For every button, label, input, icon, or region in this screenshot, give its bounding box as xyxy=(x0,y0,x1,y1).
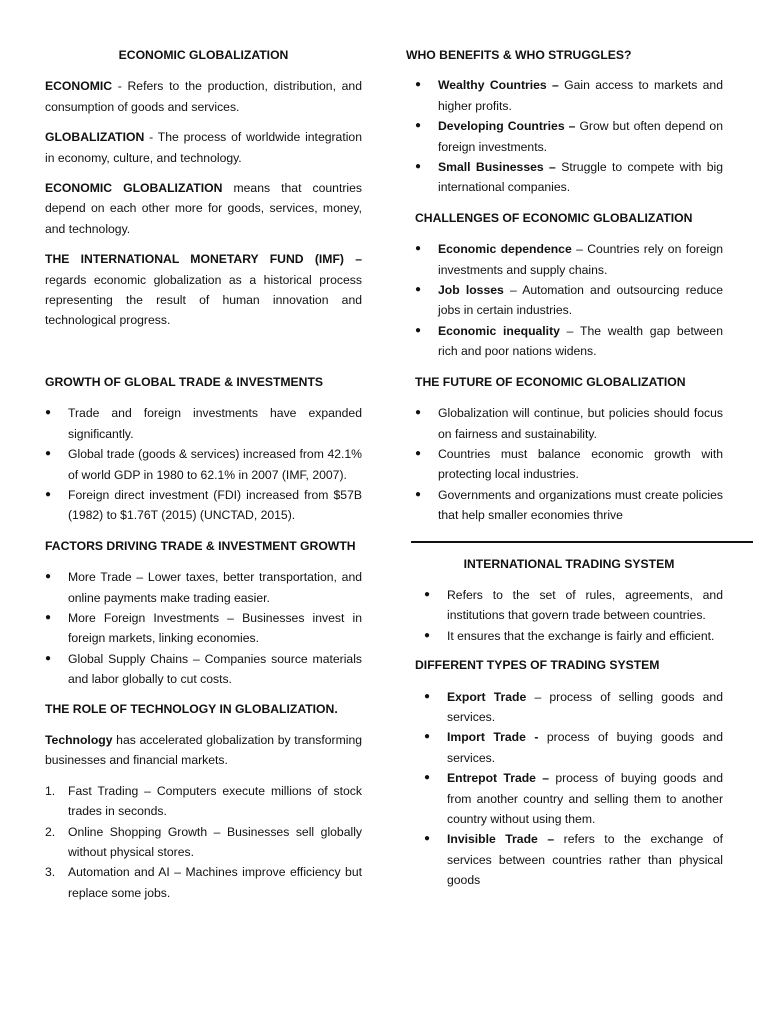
challenges-heading: CHALLENGES OF ECONOMIC GLOBALIZATION xyxy=(415,210,693,225)
list-item: ● Economic dependence – Countries rely on foreign investments and supply chains. xyxy=(415,242,723,277)
factors-list xyxy=(45,567,362,689)
list-item: ● Invisible Trade – refers to the exchange of services between countries rather than physical goods xyxy=(424,832,723,888)
growth-list xyxy=(45,403,362,525)
trading-types-list xyxy=(424,687,723,891)
technology-list xyxy=(45,781,362,903)
benefits-list xyxy=(415,75,723,197)
definition-economic: ECONOMIC - Refers to the production, distribution, and consumption of goods and services. xyxy=(45,79,362,114)
section-divider xyxy=(411,541,753,543)
list-item: ● Wealthy Countries – Gain access to markets and higher profits. xyxy=(415,78,723,113)
technology-heading: THE ROLE OF TECHNOLOGY IN GLOBALIZATION. xyxy=(45,701,338,716)
trading-system-list xyxy=(424,585,723,646)
future-list xyxy=(415,403,723,525)
list-item: ● Trade and foreign investments have expanded significantly. xyxy=(45,406,362,441)
list-item: ● More Trade – Lower taxes, better transportation, and online payments make trading easier. xyxy=(45,570,362,605)
list-item: ● Job losses – Automation and outsourcing reduce jobs in certain industries. xyxy=(415,283,723,318)
list-item: 2. Online Shopping Growth – Businesses sell globally without physical stores. xyxy=(45,824,362,859)
list-item: ● Foreign direct investment (FDI) increased from $57B (1982) to $1.76T (2015) (UNCTAD, 2015). xyxy=(45,487,362,523)
list-item: ● Economic inequality – The wealth gap between rich and poor nations widens. xyxy=(415,323,723,359)
trading-system-title: INTERNATIONAL TRADING SYSTEM xyxy=(463,556,675,571)
list-item: ● Export Trade – process of selling goods and services. xyxy=(424,689,723,724)
list-item: ● Developing Countries – Grow but often depend on foreign investments. xyxy=(415,119,723,154)
challenges-list xyxy=(415,239,723,361)
list-item: ● It ensures that the exchange is fairly and efficient. xyxy=(424,628,715,643)
list-item: ● More Foreign Investments – Businesses invest in foreign markets, linking economies. xyxy=(45,610,362,646)
list-item: ● Entrepot Trade – process of buying goods and from another country and selling them to another country without using them. xyxy=(424,771,723,826)
list-item: ● Global Supply Chains – Companies source materials and labor globally to cut costs. xyxy=(45,651,362,687)
list-item: ● Globalization will continue, but policies should focus on fairness and sustainability. xyxy=(415,406,723,441)
list-item: 1. Fast Trading – Computers execute millions of stock trades in seconds. xyxy=(45,783,362,819)
right-column xyxy=(406,0,724,891)
technology-intro: Technology has accelerated globalization by transforming businesses and financial markets. xyxy=(45,732,362,768)
list-item: ● Countries must balance economic growth with protecting local industries. xyxy=(415,446,723,482)
list-item: ● Global trade (goods & services) increased from 42.1% of world GDP in 1980 to 62.1% in 2007 (IMF, 2007). xyxy=(45,447,362,482)
list-item: 3. Automation and AI – Machines improve efficiency but replace some jobs. xyxy=(45,865,362,900)
list-item: ● Small Businesses – Struggle to compete with big international companies. xyxy=(415,160,724,195)
future-heading: THE FUTURE OF ECONOMIC GLOBALIZATION xyxy=(415,374,686,389)
list-item: ● Governments and organizations must create policies that help smaller economies thrive xyxy=(415,487,723,523)
definition-imf: THE INTERNATIONAL MONETARY FUND (IMF) – regards economic globalization as a historical process representing the result of human innovation and technological progress. xyxy=(45,252,362,328)
economic-globalization-title: ECONOMIC GLOBALIZATION xyxy=(118,48,289,62)
growth-heading: GROWTH OF GLOBAL TRADE & INVESTMENTS xyxy=(45,374,324,389)
factors-heading: FACTORS DRIVING TRADE & INVESTMENT GROWTH xyxy=(45,538,356,553)
trading-types-heading: DIFFERENT TYPES OF TRADING SYSTEM xyxy=(415,658,660,673)
benefits-heading: WHO BENEFITS & WHO STRUGGLES? xyxy=(406,48,632,62)
left-column xyxy=(45,0,362,903)
list-item: ● Refers to the set of rules, agreements, and institutions that govern trade between countries. xyxy=(424,587,723,623)
list-item: ● Import Trade - process of buying goods and services. xyxy=(424,730,723,765)
definition-globalization: GLOBALIZATION - The process of worldwide integration in economy, culture, and technology. xyxy=(45,130,362,165)
definition-economic-globalization: ECONOMIC GLOBALIZATION means that countries depend on each other more for goods, services, money, and technology. xyxy=(45,181,362,236)
